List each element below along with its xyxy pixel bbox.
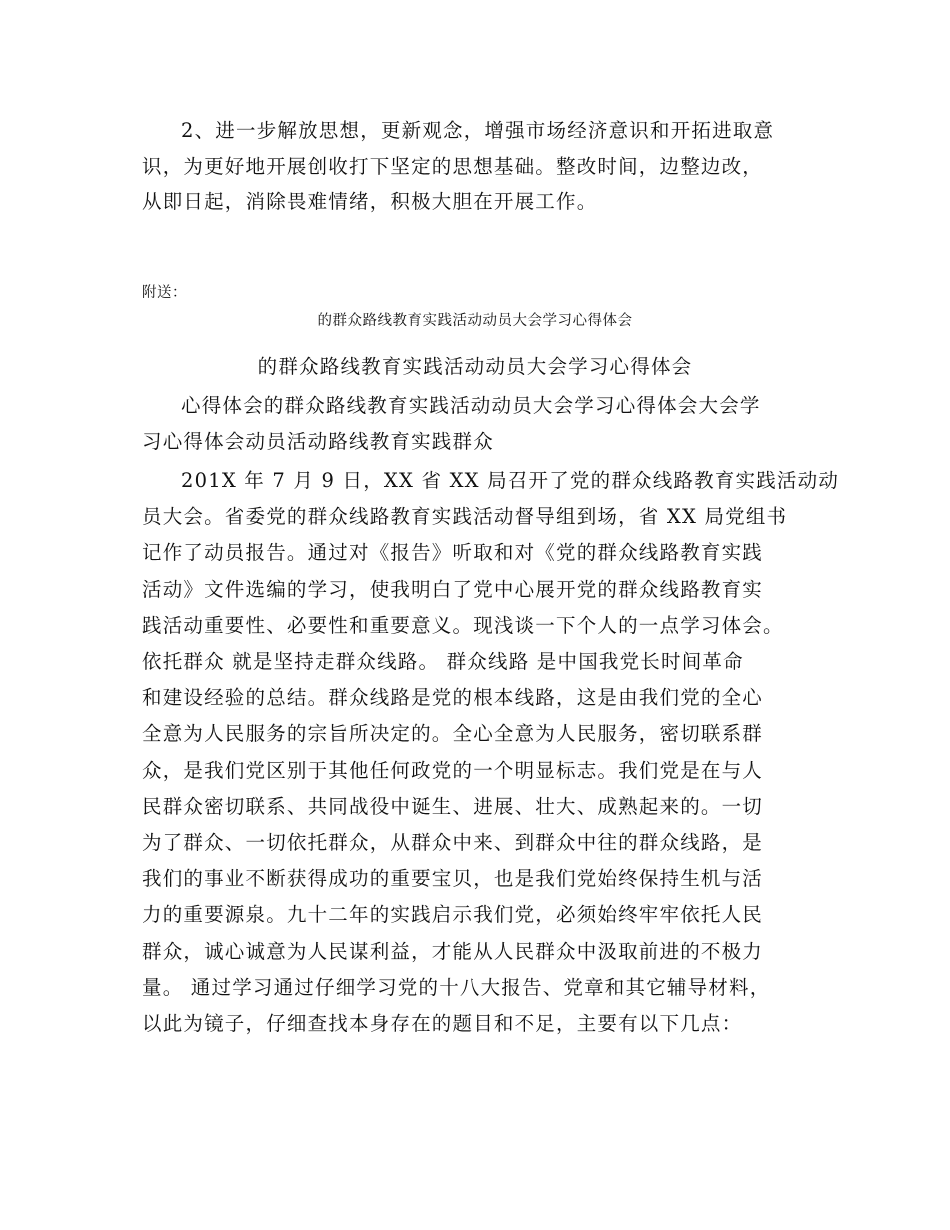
article-title: 的群众路线教育实践活动动员大会学习心得体会 <box>257 355 693 378</box>
attachment-label: 附送： <box>142 285 187 301</box>
text-line: 活动》文件选编的学习，使我明白了党中心展开党的群众线路教育实 <box>142 577 764 601</box>
text-line: 从即日起，消除畏难情绪，积极大胆在开展工作。 <box>142 190 598 213</box>
text-line: 践活动重要性、必要性和重要意义。现浅谈一下个人的一点学习体会。 <box>142 613 784 637</box>
text-line: 201X 年 7 月 9 日，XX 省 XX 局召开了党的群众线路教育实践活动动 <box>181 469 840 492</box>
text-line: 我们的事业不断获得成功的重要宝贝，也是我们党始终保持生机与活 <box>142 867 764 891</box>
text-line: 和建设经验的总结。群众线路是党的根本线路，这是由我们党的全心 <box>142 686 764 710</box>
text-line: 力的重要源泉。九十二年的实践启示我们党，必须始终牢牢依托人民 <box>142 903 764 927</box>
text-line: 心得体会的群众路线教育实践活动动员大会学习心得体会大会学 <box>181 394 761 417</box>
keywords-paragraph <box>142 388 812 459</box>
attachment-title: 的群众路线教育实践活动动员大会学习心得体会 <box>317 313 633 329</box>
text-line: 群众，诚心诚意为人民谋利益，才能从人民群众中汲取前进的不极力 <box>142 939 764 963</box>
text-line: 民群众密切联系、共同战役中诞生、进展、壮大、成熟起来的。一切 <box>142 794 764 818</box>
text-line: 员大会。省委党的群众线路教育实践活动督导组到场，省 XX 局党组书 <box>142 505 788 529</box>
text-line: 以此为镜子，仔细查找本身存在的题目和不足，主要有以下几点： <box>142 1012 743 1036</box>
article-body-paragraph <box>142 463 840 1042</box>
text-line: 记作了动员报告。通过对《报告》听取和对《党的群众线路教育实践 <box>142 541 764 565</box>
text-line: 依托群众 就是坚持走群众线路。 群众线路 是中国我党长时间革命 <box>142 650 744 674</box>
text-line: 识，为更好地开展创收打下坚定的思想基础。整改时间，边整边改， <box>142 154 764 178</box>
text-line: 2、进一步解放思想，更新观念，增强市场经济意识和开拓进取意 <box>181 119 775 142</box>
rectification-paragraph <box>142 113 812 220</box>
text-line: 为了群众、一切依托群众，从群众中来、到群众中往的群众线路，是 <box>142 831 764 855</box>
text-line: 众，是我们党区别于其他任何政党的一个明显标志。我们党是在与人 <box>142 758 764 782</box>
text-line: 习心得体会动员活动路线教育实践群众 <box>142 429 494 453</box>
text-line: 全意为人民服务的宗旨所决定的。全心全意为人民服务，密切联系群 <box>142 722 764 746</box>
text-line: 量。 通过学习通过仔细学习党的十八大报告、党章和其它辅导材料， <box>142 975 771 999</box>
